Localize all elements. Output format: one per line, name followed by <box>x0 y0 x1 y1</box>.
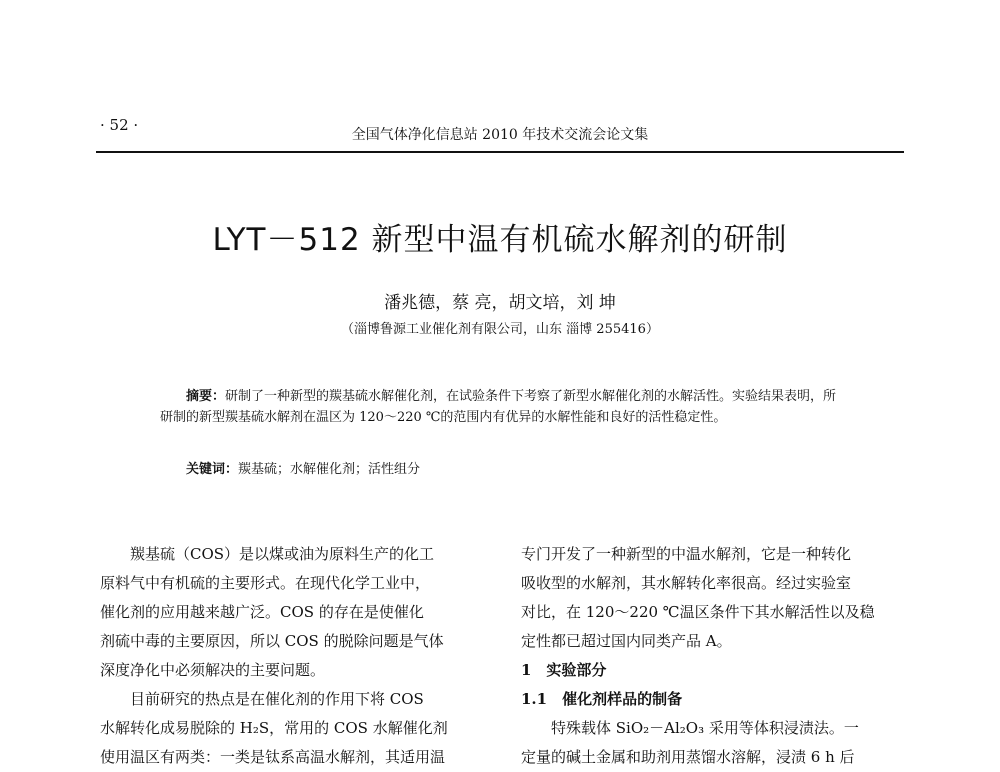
body-line: 使用温区有两类：一类是钛系高温水解剂，其适用温 <box>100 748 446 766</box>
body-line: 水解转化成易脱除的 H₂S，常用的 COS 水解催化剂 <box>100 719 448 737</box>
body-line: 目前研究的热点是在催化剂的作用下将 COS <box>130 690 424 708</box>
body-line: 深度净化中必须解决的主要问题。 <box>100 661 326 679</box>
body-line: 剂硫中毒的主要原因，所以 COS 的脱除问题是气体 <box>100 632 444 650</box>
body-line: 原料气中有机硫的主要形式。在现代化学工业中， <box>100 574 431 592</box>
paper-title: LYT－512 新型中温有机硫水解剂的研制 <box>212 222 788 258</box>
section-heading: 1 实验部分 <box>521 661 607 679</box>
keywords <box>186 458 420 477</box>
body-line: 特殊载体 SiO₂－Al₂O₃ 采用等体积浸渍法。一 <box>551 719 859 737</box>
keywords-label: 关键词： <box>186 462 239 477</box>
body-line: 定量的碱土金属和助剂用蒸馏水溶解，浸渍 6 h 后 <box>521 748 855 766</box>
body-line: 对比，在 120～220 ℃温区条件下其水解活性以及稳 <box>521 603 875 621</box>
keywords-text: 羰基硫；水解催化剂；活性组分 <box>238 462 421 477</box>
subsection-heading: 1.1 催化剂样品的制备 <box>521 690 683 708</box>
authors: 潘兆德，蔡 亮，胡文培，刘 坤 <box>384 293 616 313</box>
affiliation: （淄博鲁源工业催化剂有限公司，山东 淄博 255416） <box>341 322 659 337</box>
body-line: 专门开发了一种新型的中温水解剂，它是一种转化 <box>521 545 852 563</box>
page-number: · 52 · <box>100 116 139 134</box>
running-title: 全国气体净化信息站 2010 年技术交流会论文集 <box>351 127 649 143</box>
left-column <box>100 540 485 772</box>
body-line: 定性都已超过国内同类产品 A。 <box>521 632 732 650</box>
body-line: 吸收型的水解剂，其水解转化率很高。经过实验室 <box>521 574 852 592</box>
header-rule <box>96 151 904 153</box>
abstract-label: 摘要： <box>186 389 226 404</box>
abstract-text: 研制了一种新型的羰基硫水解催化剂，在试验条件下考察了新型水解催化剂的水解活性。实验结果表明，所研制的新型羰基硫水解剂在温区为 120～220 ℃的范围内有优异的水解性能和良好的活性稳定性。 <box>160 389 837 425</box>
body-line: 羰基硫（COS）是以煤或油为原料生产的化工 <box>130 545 435 563</box>
body-line: 催化剂的应用越来越广泛。COS 的存在是使催化 <box>100 603 424 621</box>
right-column <box>521 540 906 772</box>
abstract <box>160 386 840 428</box>
